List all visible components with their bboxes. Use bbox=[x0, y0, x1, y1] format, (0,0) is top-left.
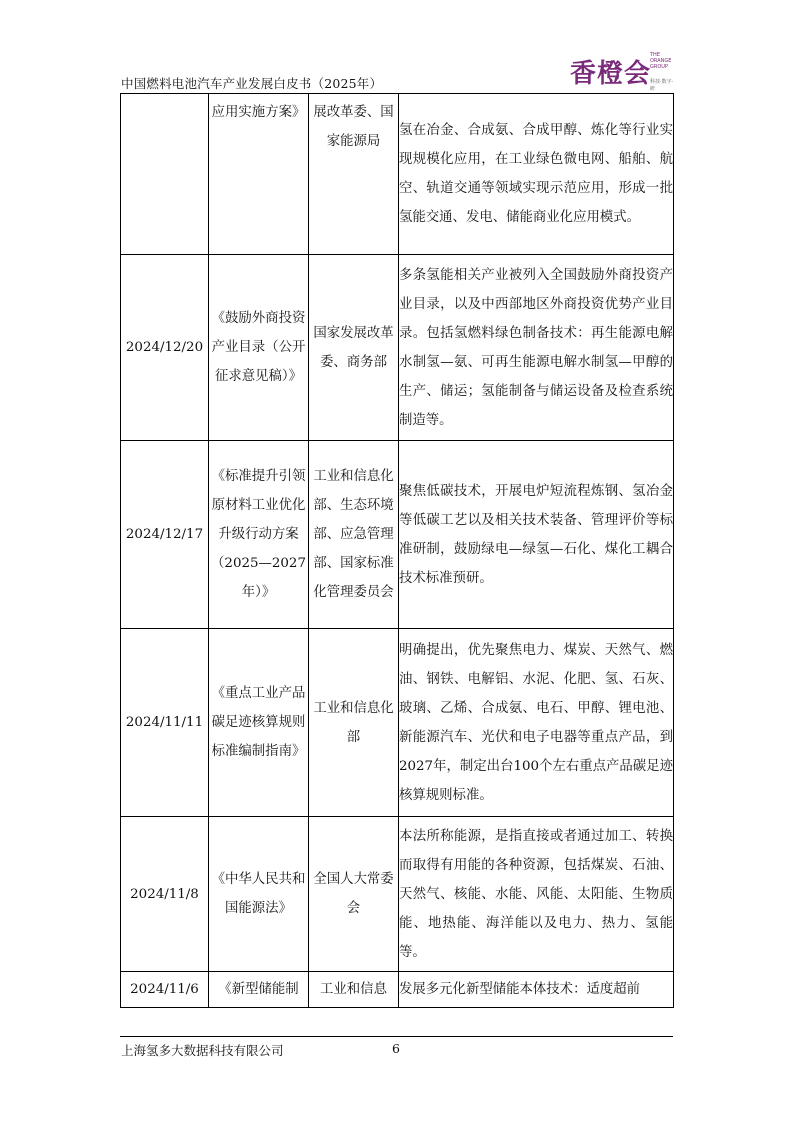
document-title: 中国燃料电池汽车产业发展白皮书（2025年） bbox=[121, 76, 383, 91]
footer-divider bbox=[120, 1036, 673, 1037]
cell-description: 多条氢能相关产业被列入全国鼓励外商投资产业目录，以及中西部地区外商投资优势产业目录。包括氢燃料绿色制备技术：再生能源电解水制氢—氨、可再生能源电解水制氢—甲醇的生产、储运；氢能制备与储运设备及检查系统制造等。 bbox=[399, 255, 674, 441]
cell-policy-name: 《中华人民共和国能源法》 bbox=[209, 817, 309, 972]
footer-company-name: 上海氢多大数据科技有限公司 bbox=[121, 1043, 284, 1058]
cell-department: 工业和信息化部、生态环境部、应急管理部、国家标准化管理委员会 bbox=[309, 441, 399, 629]
table-row bbox=[121, 255, 674, 441]
logo-english-name: THE ORANGE GROUP bbox=[650, 52, 672, 70]
cell-date: 2024/12/17 bbox=[121, 441, 209, 629]
table-row bbox=[121, 817, 674, 972]
cell-policy-name: 应用实施方案》 bbox=[209, 94, 309, 255]
table-row bbox=[121, 972, 674, 1008]
table-row bbox=[121, 94, 674, 255]
cell-date: 2024/12/20 bbox=[121, 255, 209, 441]
cell-policy-name: 《新型储能制 bbox=[209, 972, 309, 1008]
cell-date: 2024/11/8 bbox=[121, 817, 209, 972]
logo-wordmark: 香橙会 bbox=[570, 59, 652, 89]
policy-table bbox=[120, 93, 674, 1008]
table-row bbox=[121, 441, 674, 629]
cell-date bbox=[121, 94, 209, 255]
cell-policy-name: 《标准提升引领原材料工业优化升级行动方案（2025—2027年）》 bbox=[209, 441, 309, 629]
cell-description: 发展多元化新型储能本体技术：适度超前 bbox=[399, 972, 674, 1008]
cell-date: 2024/11/11 bbox=[121, 629, 209, 817]
cell-policy-name: 《鼓励外商投资产业目录（公开征求意见稿）》 bbox=[209, 255, 309, 441]
page-number: 6 bbox=[392, 1041, 400, 1056]
logo-tagline: 科技·数字·研 bbox=[650, 79, 674, 92]
cell-department: 全国人大常委会 bbox=[309, 817, 399, 972]
cell-description: 本法所称能源，是指直接或者通过加工、转换而取得有用能的各种资源，包括煤炭、石油、天然气、核能、水能、风能、太阳能、生物质能、地热能、海洋能以及电力、热力、氢能等。 bbox=[399, 817, 674, 972]
cell-date: 2024/11/6 bbox=[121, 972, 209, 1008]
cell-policy-name: 《重点工业产品碳足迹核算规则标准编制指南》 bbox=[209, 629, 309, 817]
cell-description: 明确提出，优先聚焦电力、煤炭、天然气、燃油、钢铁、电解铝、水泥、化肥、氢、石灰、玻璃、乙烯、合成氨、电石、甲醇、锂电池、新能源汽车、光伏和电子电器等重点产品，到2027年，制定出台100个左右重点产品碳足迹核算规则标准。 bbox=[399, 629, 674, 817]
brand-logo bbox=[570, 50, 678, 92]
cell-description: 聚焦低碳技术，开展电炉短流程炼钢、氢冶金等低碳工艺以及相关技术装备、管理评价等标准研制，鼓励绿电—绿氢—石化、煤化工耦合技术标准预研。 bbox=[399, 441, 674, 629]
table-row bbox=[121, 629, 674, 817]
cell-department: 工业和信息 bbox=[309, 972, 399, 1008]
cell-department: 国家发展改革委、商务部 bbox=[309, 255, 399, 441]
cell-description: 氢在冶金、合成氨、合成甲醇、炼化等行业实现规模化应用，在工业绿色微电网、船舶、航空、轨道交通等领域实现示范应用，形成一批氢能交通、发电、储能商业化应用模式。 bbox=[399, 94, 674, 255]
cell-department: 工业和信息化部 bbox=[309, 629, 399, 817]
cell-department: 展改革委、国家能源局 bbox=[309, 94, 399, 255]
